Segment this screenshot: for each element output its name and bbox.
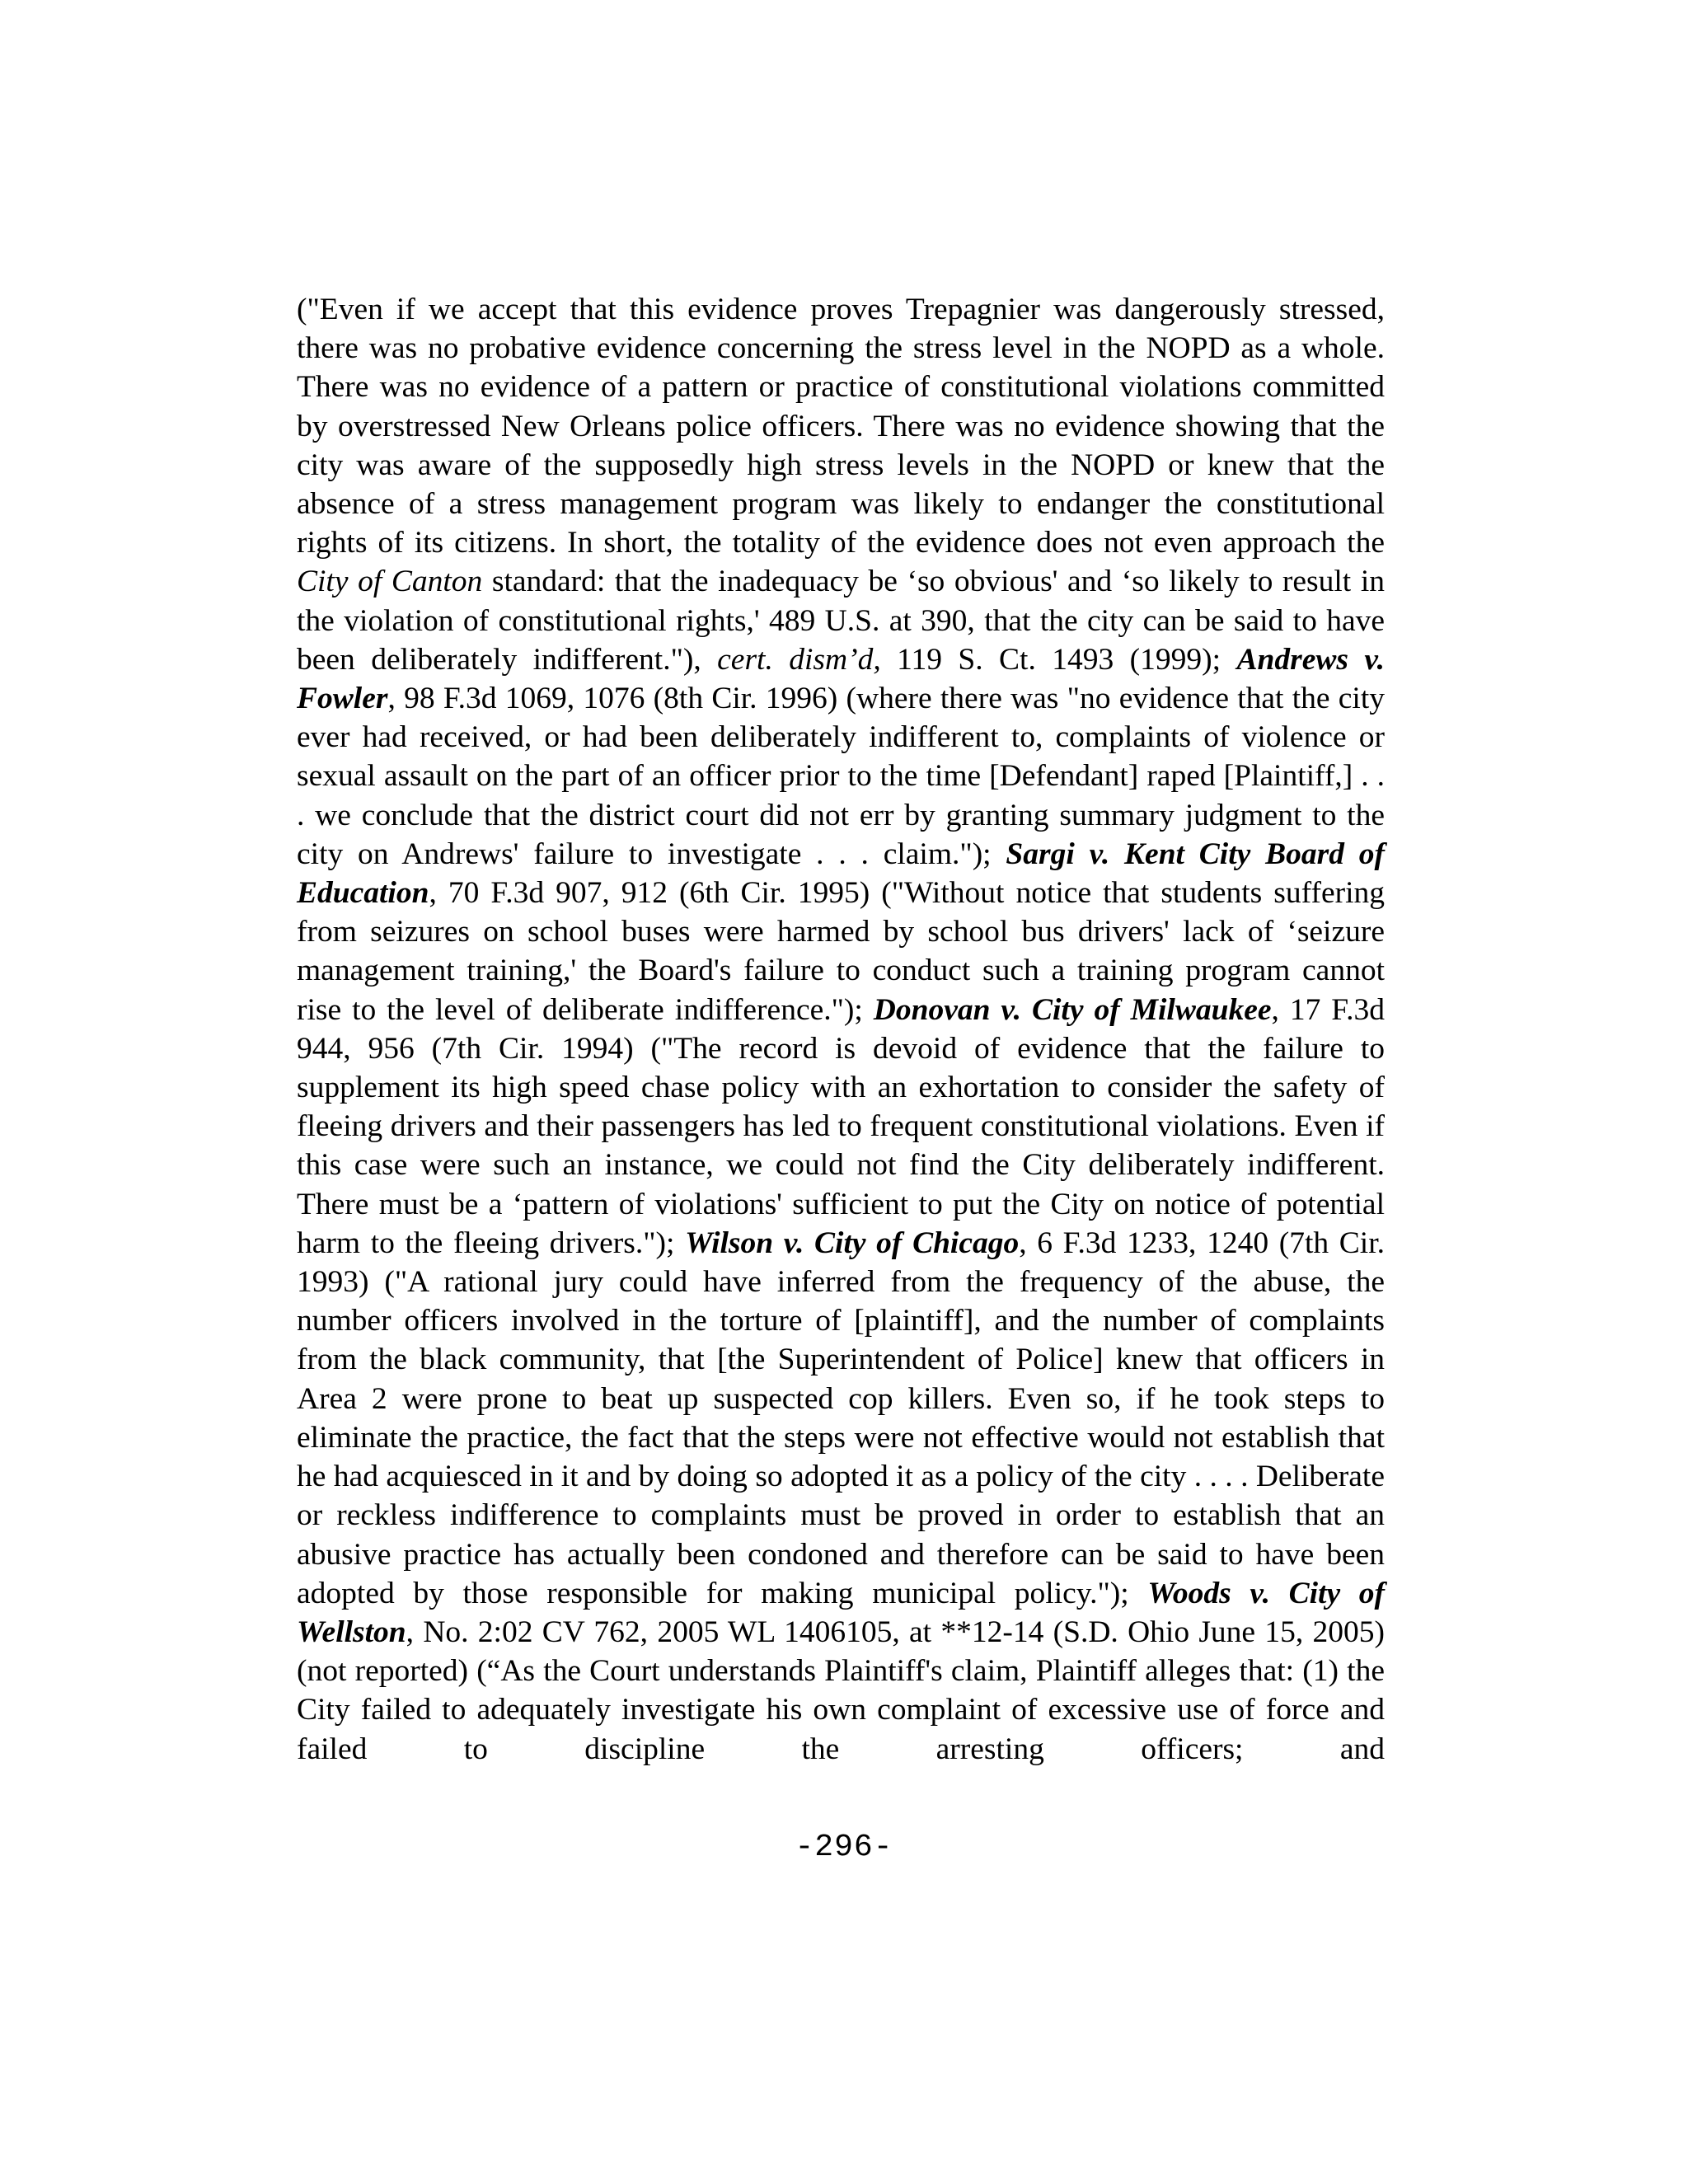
- case-name: Woods v. City of Wellston: [297, 1576, 1385, 1649]
- body-paragraph: [297, 290, 1385, 1769]
- text-run: , 70 F.3d 907, 912 (6th Cir. 1995) ("Without notice that students suffering from seizures on school buses were harmed by school bus drivers' lack of ‘seizure management training,' the Board's failure to conduct such a training program cannot rise to the level of deliberate indifference.");: [297, 876, 1385, 1027]
- text-run: , 98 F.3d 1069, 1076 (8th Cir. 1996) (where there was "no evidence that the city ever had received, or had been deliberately indifferent to, complaints of violence or sexual assault on the part of an officer prior to the time [Defendant] raped [Plaintiff,] . . . we conclude that the district court did not err by granting summary judgment to the city on Andrews' failure to investigate . . . claim.");: [297, 682, 1385, 871]
- case-name: Andrews v. Fowler: [297, 642, 1385, 716]
- text-run: , 6 F.3d 1233, 1240 (7th Cir. 1993) ("A rational jury could have inferred from the frequency of the abuse, the number officers involved in the torture of [plaintiff], and the number of complaints from the black community, that [the Superintendent of Police] knew that officers in Area 2 were prone to beat up suspected cop killers. Even so, if he took steps to eliminate the practice, the fact that the steps were not effective would not establish that he had acquiesced in it and by doing so adopted it as a policy of the city . . . . Deliberate or reckless indifference to complaints must be proved in order to establish that an abusive practice has actually been condoned and therefore can be said to have been adopted by those responsible for making municipal policy.");: [297, 1226, 1386, 1610]
- text-run: standard: that the inadequacy be ‘so obvious' and ‘so likely to result in the violation of constitutional rights,' 489 U.S. at 390, that the city can be said to have been deliberately indifferent."),: [297, 565, 1385, 677]
- page-number: -296-: [795, 1830, 893, 1865]
- case-name: Wilson v. City of Chicago: [685, 1226, 1020, 1260]
- italic-text: cert. dism’d,: [717, 642, 881, 677]
- case-name: Donovan v. City of Milwaukee: [873, 992, 1272, 1027]
- italic-text: City of Canton: [297, 565, 483, 599]
- text-run: , No. 2:02 CV 762, 2005 WL 1406105, at **12-14 (S.D. Ohio June 15, 2005) (not reported) (“As the Court understands Plaintiff's claim, Plaintiff alleges that: (1) the City failed to adequately investigate his own complaint of excessive use of force and failed to discipline the arresting officers; and: [297, 1615, 1385, 1766]
- case-name: Sargi v. Kent City Board of Education: [297, 837, 1385, 911]
- text-run: , 17 F.3d 944, 956 (7th Cir. 1994) ("The record is devoid of evidence that the failure to supplement its high speed chase policy with an exhortation to consider the safety of fleeing drivers and their passengers has led to frequent constitutional violations. Even if this case were such an instance, we could not find the City deliberately indifferent. There must be a ‘pattern of violations' sufficient to put the City on notice of potential harm to the fleeing drivers.");: [297, 992, 1385, 1260]
- text-run: ("Even if we accept that this evidence proves Trepagnier was dangerously stressed, there was no probative evidence concerning the stress level in the NOPD as a whole. There was no evidence of a pattern or practice of constitutional violations committed by overstressed New Orleans police officers. There was no evidence showing that the city was aware of the supposedly high stress levels in the NOPD or knew that the absence of a stress management program was likely to endanger the constitutional rights of its citizens. In short, the totality of the evidence does not even approach the: [297, 293, 1385, 560]
- text-run: 119 S. Ct. 1493 (1999);: [880, 642, 1237, 677]
